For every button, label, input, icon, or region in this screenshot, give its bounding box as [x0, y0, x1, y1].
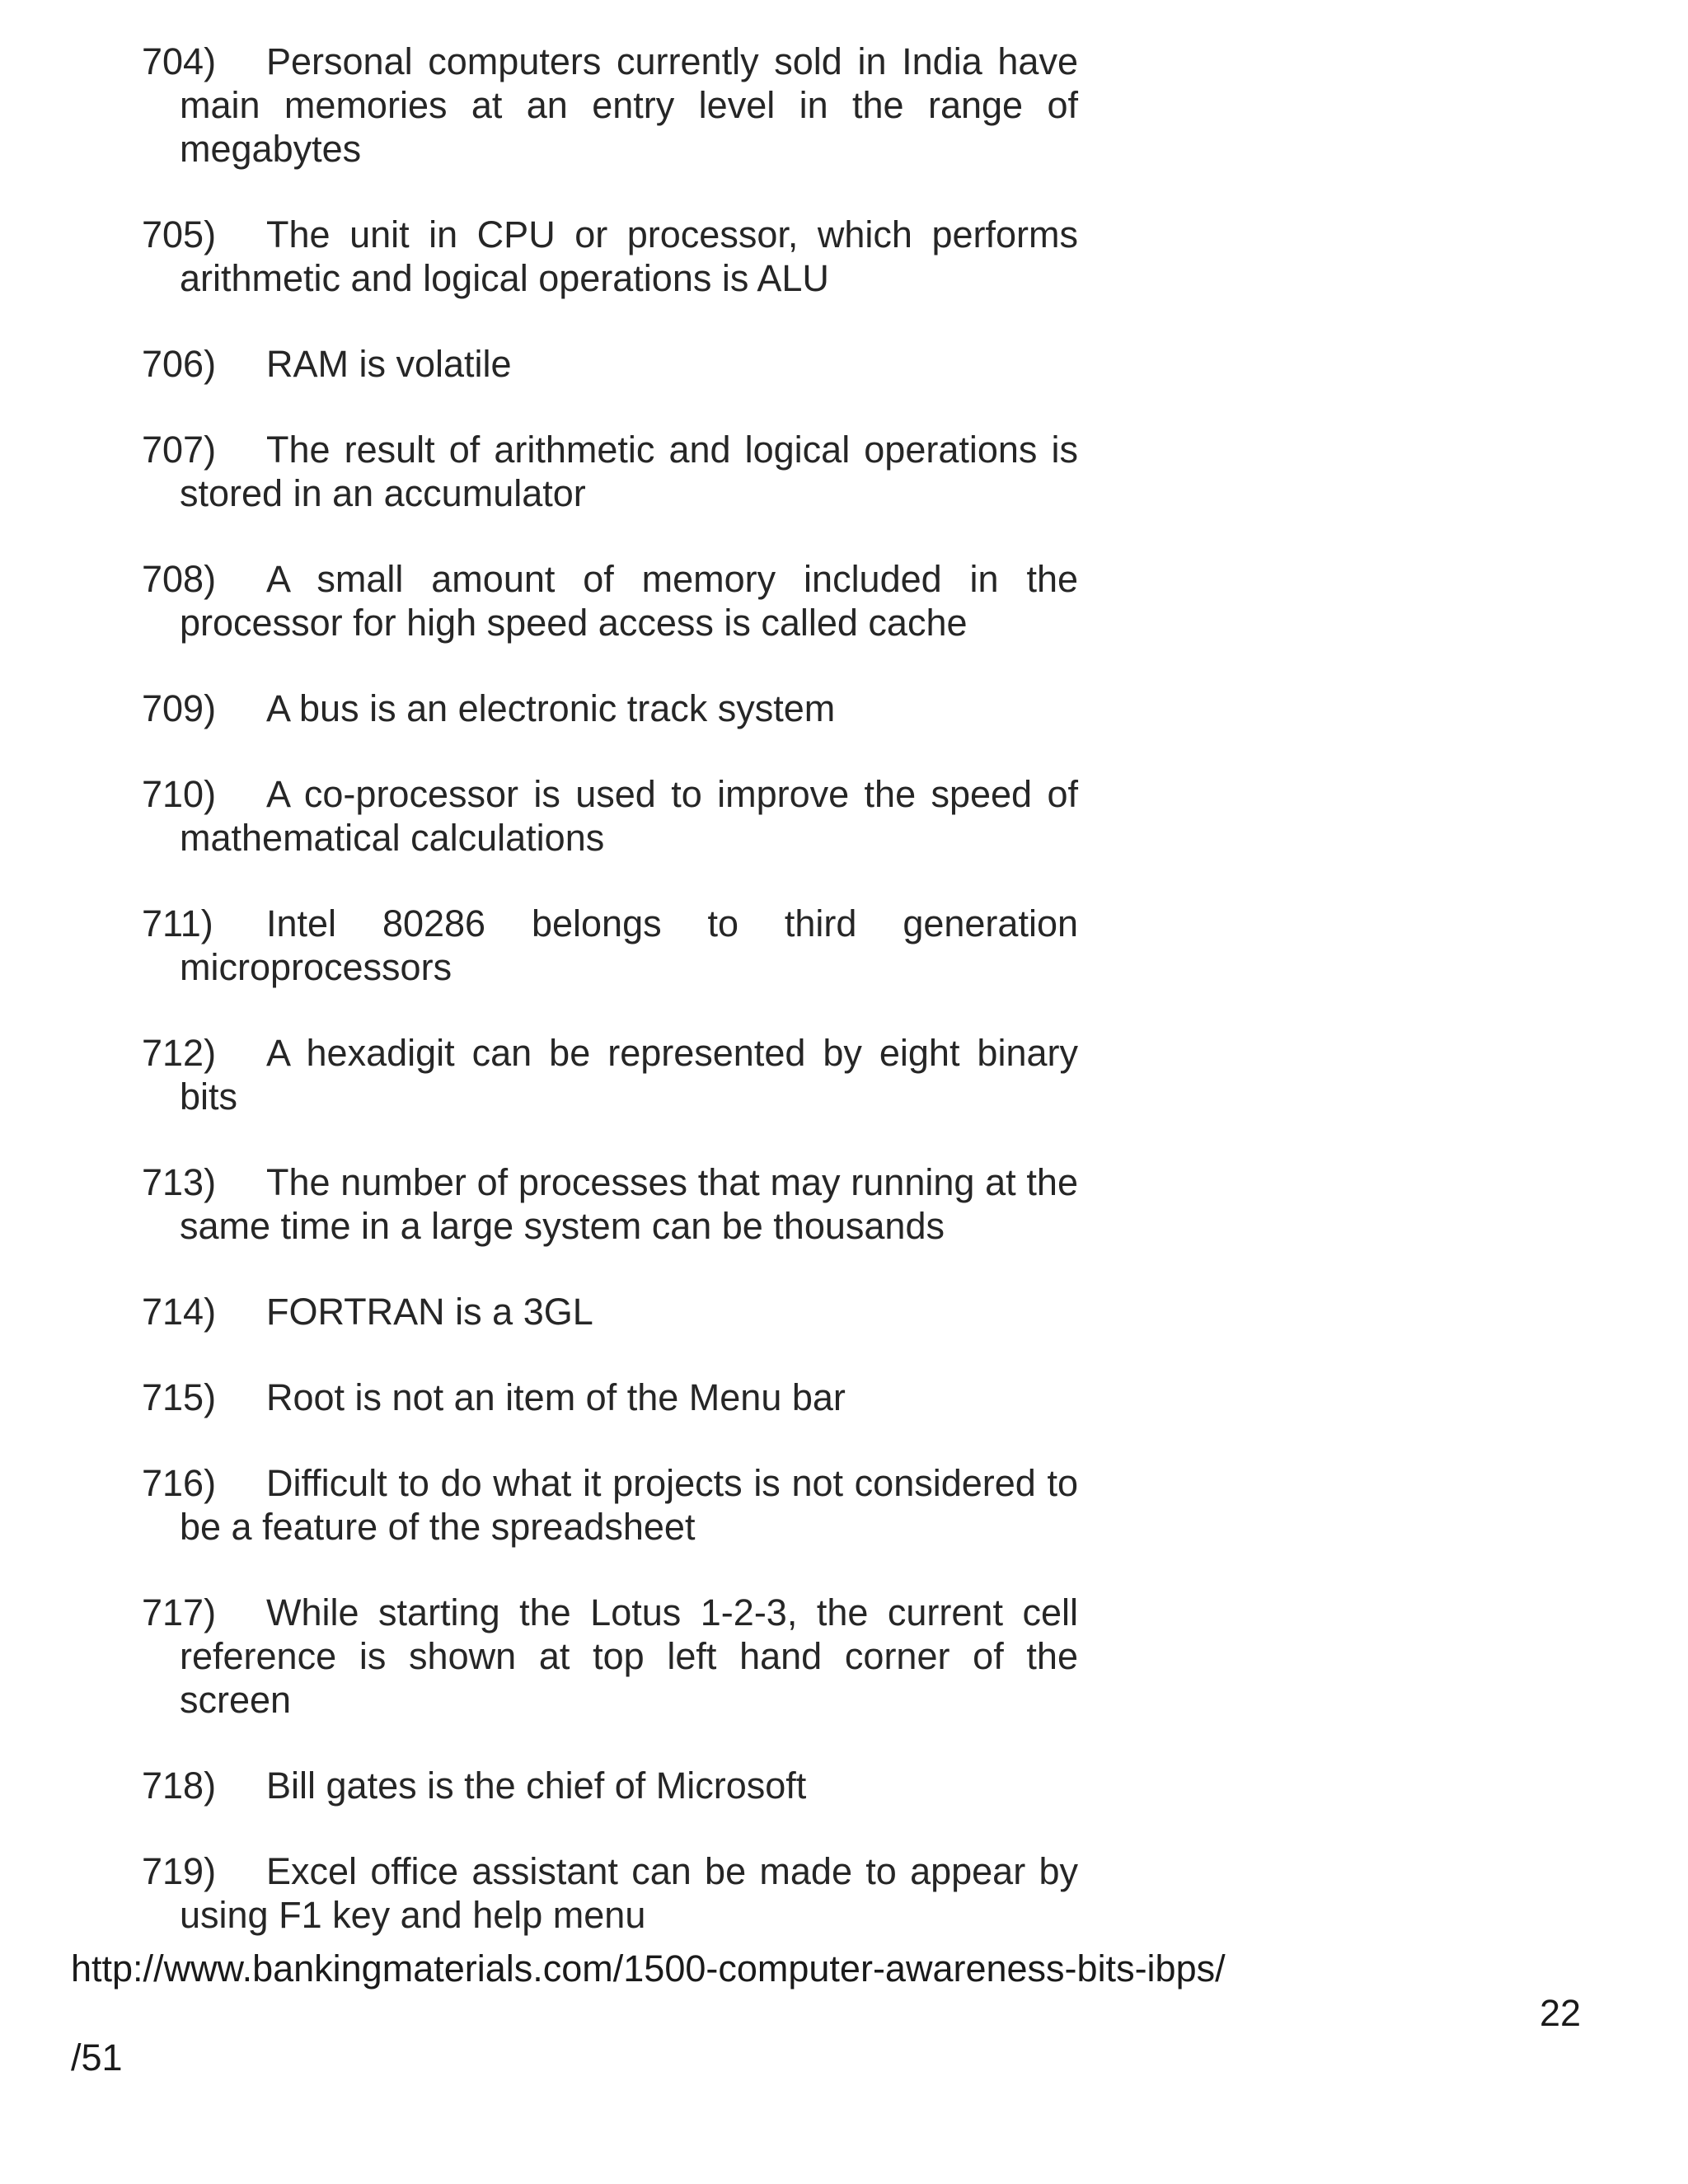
- item-text: FORTRAN is a 3GL: [266, 1291, 593, 1333]
- item-number: 707): [142, 429, 217, 471]
- item-number: 706): [142, 343, 217, 385]
- item-number: 714): [142, 1291, 217, 1333]
- item-number: 710): [142, 773, 217, 815]
- item-text: Intel 80286 belongs to third generation microprocessors: [180, 902, 1078, 988]
- list-item: [142, 1591, 1078, 1722]
- list-item: [142, 1031, 1078, 1118]
- item-text: The result of arithmetic and logical operations is stored in an accumulator: [180, 429, 1078, 514]
- list-item: [142, 1160, 1078, 1248]
- list-item: [142, 1764, 1078, 1807]
- list-item: [142, 40, 1078, 171]
- item-text: Personal computers currently sold in India have main memories at an entry level in the range of megabytes: [180, 40, 1078, 170]
- item-text: A co-processor is used to improve the speed of mathematical calculations: [180, 773, 1078, 859]
- item-number: 709): [142, 687, 217, 729]
- list-item: [142, 902, 1078, 989]
- item-text: A bus is an electronic track system: [266, 687, 836, 729]
- list-item: [142, 1290, 1078, 1333]
- item-number: 717): [142, 1591, 217, 1633]
- item-number: 718): [142, 1765, 217, 1807]
- item-text: A small amount of memory included in the processor for high speed access is called cache: [180, 558, 1078, 644]
- item-number: 716): [142, 1462, 217, 1504]
- item-text: Difficult to do what it projects is not considered to be a feature of the spreadsheet: [180, 1462, 1078, 1548]
- list-item: [142, 213, 1078, 300]
- footer-url-link[interactable]: http://www.bankingmaterials.com/1500-computer-awareness-bits-ibps/: [71, 1947, 1226, 1990]
- item-number: 708): [142, 558, 217, 600]
- item-text: The number of processes that may running at the same time in a large system can be thousands: [180, 1161, 1078, 1247]
- list-item: [142, 557, 1078, 644]
- item-text: While starting the Lotus 1-2-3, the current cell reference is shown at top left hand corner of the screen: [180, 1591, 1078, 1721]
- qa-list: [142, 40, 1078, 1979]
- item-number: 719): [142, 1850, 217, 1892]
- list-item: [142, 772, 1078, 860]
- list-item: [142, 1849, 1078, 1937]
- item-number: 712): [142, 1032, 217, 1074]
- item-number: 715): [142, 1376, 217, 1418]
- item-number: 704): [142, 40, 217, 82]
- list-item: [142, 687, 1078, 730]
- item-number: 705): [142, 213, 217, 255]
- item-number: 713): [142, 1161, 217, 1203]
- list-item: [142, 342, 1078, 386]
- item-text: A hexadigit can be represented by eight binary bits: [180, 1032, 1078, 1118]
- list-item: [142, 428, 1078, 515]
- page-number: 22: [1540, 1992, 1582, 2034]
- item-text: Bill gates is the chief of Microsoft: [266, 1765, 807, 1807]
- item-number: 711): [142, 902, 213, 944]
- list-item: [142, 1461, 1078, 1549]
- item-text: Excel office assistant can be made to appear by using F1 key and help menu: [180, 1850, 1078, 1936]
- item-text: Root is not an item of the Menu bar: [266, 1376, 846, 1418]
- item-text: The unit in CPU or processor, which performs arithmetic and logical operations is ALU: [180, 213, 1078, 299]
- list-item: [142, 1376, 1078, 1419]
- page-total: /51: [71, 2036, 123, 2079]
- item-text: RAM is volatile: [266, 343, 512, 385]
